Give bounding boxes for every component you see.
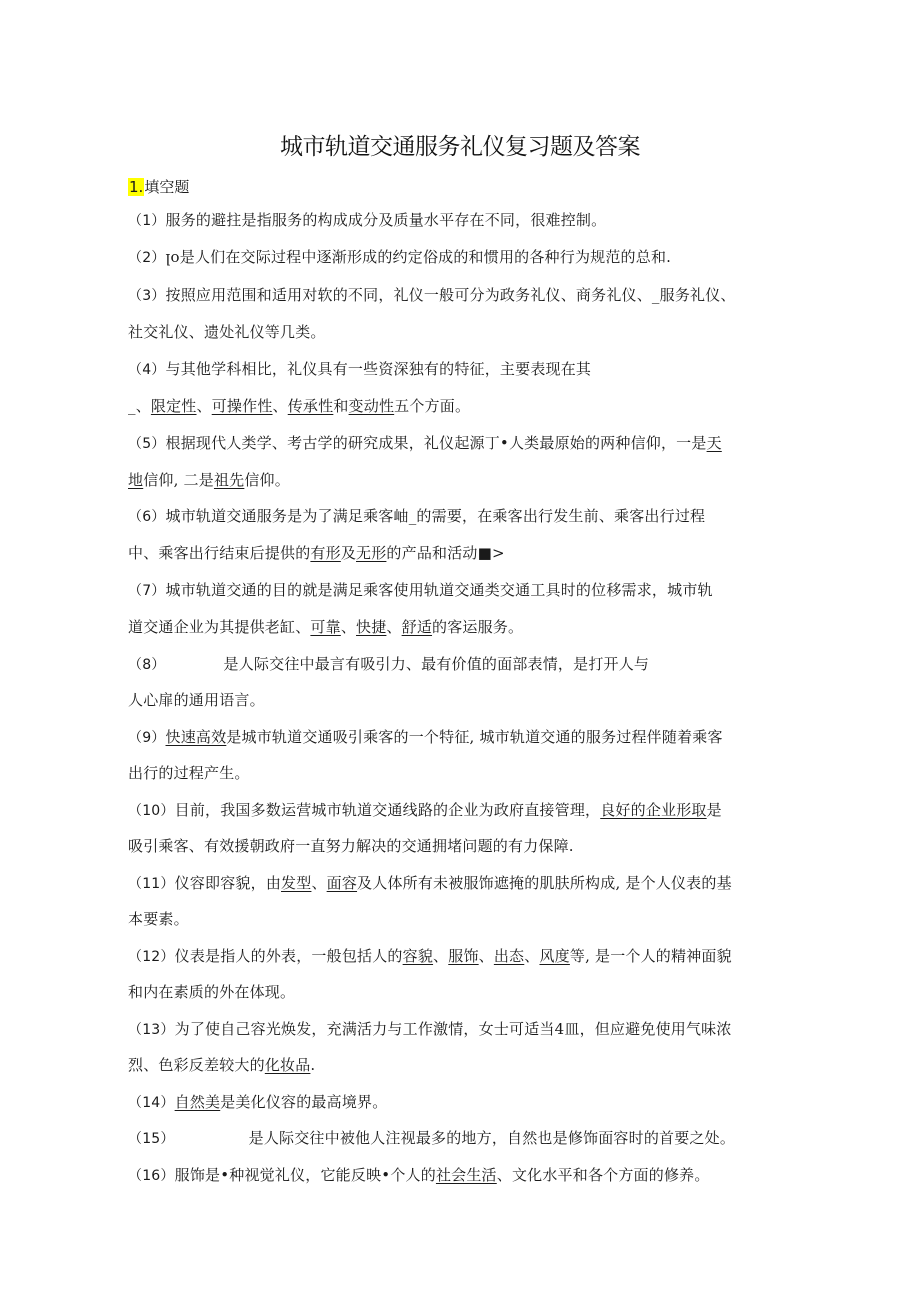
question-text: 服务的避拄是指服务的构成成分及质量水平存在不同，很难控制。 — [165, 211, 607, 229]
question-8 — [128, 654, 808, 675]
question-number: （4） — [128, 362, 166, 378]
text: 、 — [272, 397, 288, 415]
question-text: 城市轨道交通服务是为了满足乘客岫_的需要，在乘客出行发生前、乘客出行过程 — [165, 507, 706, 525]
question-text: 城市轨道交通的目的就是满足乘客使用轨道交通类交通工具时的位移需求，城市轨 — [165, 581, 713, 599]
question-8-cont — [128, 690, 808, 710]
question-14 — [128, 1092, 808, 1113]
question-7-cont — [128, 617, 808, 637]
question-13-cont — [128, 1055, 808, 1075]
question-number: （13） — [128, 1022, 175, 1038]
text: 、 — [524, 947, 540, 965]
question-3 — [128, 285, 808, 306]
question-text: 是人际交往中被他人注视最多的地方，自然也是修饰面容时的首要之处。 — [248, 1129, 736, 1147]
question-text: ꞁo是人们在交际过程中逐渐形成的约定俗成的和惯用的各种行为规范的总和. — [165, 248, 672, 266]
answer: 风度 — [539, 947, 570, 965]
answer: 可靠 — [310, 618, 341, 636]
question-text: 吸引乘客、有效援朝政府一直努力解决的交通拥堵问题的有力保障. — [128, 837, 574, 855]
answer: 良好的企业形取 — [600, 801, 707, 819]
question-number: （11） — [128, 876, 175, 892]
text: 及 — [340, 544, 357, 562]
question-text: 和内在素质的外在体现。 — [128, 983, 296, 1001]
text: 信仰。 — [244, 471, 290, 489]
answer: 限定性 — [150, 397, 197, 415]
section-heading — [128, 176, 189, 197]
question-7 — [128, 580, 808, 601]
question-12 — [128, 946, 808, 967]
text: 信仰, 二是 — [143, 471, 214, 489]
section-label: 填空题 — [144, 178, 190, 196]
question-number: （5） — [128, 436, 166, 452]
question-16 — [128, 1165, 808, 1186]
question-number: （16） — [128, 1168, 175, 1184]
question-text: 出行的过程产生。 — [128, 764, 250, 782]
question-number: （6） — [128, 509, 166, 525]
text: 五个方面。 — [394, 397, 471, 415]
question-number: （1） — [128, 213, 166, 229]
question-text: 根据现代人类学、考古学的研究成果，礼仪起源丁•人类最原始的两种信仰，一是 — [165, 434, 707, 452]
question-9-cont — [128, 763, 808, 783]
text: 是 — [706, 801, 722, 819]
question-number: （15） — [128, 1131, 175, 1147]
question-2 — [128, 247, 808, 268]
answer: 社会生活 — [435, 1166, 497, 1184]
question-15 — [128, 1128, 808, 1149]
text: 、 — [340, 618, 357, 636]
answer: 可操作性 — [211, 397, 273, 415]
answer: 快速高效 — [165, 728, 227, 746]
question-number: （9） — [128, 730, 166, 746]
question-10-cont — [128, 836, 808, 856]
text: 和 — [333, 397, 349, 415]
question-4-cont — [128, 396, 808, 416]
question-11-cont — [128, 909, 808, 929]
answer: 面容 — [326, 874, 358, 892]
answer: 传承性 — [287, 397, 334, 415]
text: 等, 是一个人的精神面貌 — [569, 947, 732, 965]
text: 、 — [386, 618, 402, 636]
question-number: （2） — [128, 250, 166, 266]
text: 、 — [311, 874, 327, 892]
question-12-cont — [128, 982, 808, 1002]
answer: 有形 — [310, 544, 341, 562]
page-title: 城市轨道交通服务礼仪复习题及答案 — [280, 134, 640, 160]
text: 的产品和活动■> — [386, 544, 505, 562]
answer: 容貌 — [402, 947, 434, 965]
question-3-cont — [128, 322, 808, 342]
question-number: （14） — [128, 1095, 175, 1111]
question-text: 目前，我国多数运营城市轨道交通线路的企业为政府直接管理， — [174, 801, 601, 819]
answer: 变动性 — [348, 397, 395, 415]
answer: 自然美 — [174, 1093, 221, 1111]
text: _、 — [128, 397, 151, 415]
question-6-cont — [128, 543, 808, 563]
answer: 化妆品 — [264, 1056, 311, 1074]
question-text: 按照应用范围和适用对软的不同，礼仪一般可分为政务礼仪、商务礼仪、_服务礼仪、 — [165, 286, 736, 304]
question-number: （7） — [128, 583, 166, 599]
answer: 祖先 — [213, 471, 245, 489]
answer: 舒适 — [401, 618, 433, 636]
text: 、文化水平和各个方面的修养。 — [496, 1166, 710, 1184]
question-6 — [128, 506, 808, 527]
text: 烈、色彩反差较大的 — [128, 1056, 265, 1074]
answer: 出态 — [493, 947, 525, 965]
question-5 — [128, 433, 808, 454]
question-text: 是人际交往中最言有吸引力、最有价值的面部表情，是打开人与 — [223, 655, 650, 673]
question-text: 仪容即容貌，由 — [174, 874, 282, 892]
text: . — [310, 1056, 316, 1074]
text: 道交通企业为其提供老缸、 — [128, 618, 311, 636]
question-13 — [128, 1019, 808, 1040]
question-text: 人心扉的通用语言。 — [128, 691, 265, 709]
answer: 无形 — [356, 544, 387, 562]
answer: 发型 — [281, 874, 312, 892]
question-text: 本要素。 — [128, 910, 189, 928]
question-9 — [128, 727, 808, 748]
question-text: 与其他学科相比，礼仪具有一些资深独有的特征，主要表现在其 — [165, 360, 592, 378]
answer: 地 — [128, 471, 144, 489]
text: 、 — [196, 397, 212, 415]
question-1 — [128, 210, 808, 231]
text: 、 — [433, 947, 449, 965]
section-number: 1. — [129, 178, 144, 196]
text: 、 — [478, 947, 494, 965]
question-11 — [128, 873, 808, 894]
answer: 服饰 — [448, 947, 479, 965]
question-text: 社交礼仪、遗处礼仪等几类。 — [128, 323, 326, 341]
text: 及人体所有未被服饰遮掩的肌肤所构成, 是个人仪表的基 — [357, 874, 732, 892]
question-text: 为了使自己容光焕发，充满活力与工作激情，女士可适当4皿，但应避免使用气味浓 — [174, 1020, 732, 1038]
question-number: （12） — [128, 949, 175, 965]
question-text: 仪表是指人的外表，一般包括人的 — [174, 947, 403, 965]
text: 的客运服务。 — [432, 618, 524, 636]
question-4 — [128, 359, 808, 380]
question-number: （3） — [128, 288, 166, 304]
question-text: 是美化仪容的最高境界。 — [220, 1093, 388, 1111]
question-number: （10） — [128, 803, 175, 819]
answer: 天 — [706, 434, 722, 452]
question-10 — [128, 800, 808, 821]
question-number: （8） — [128, 657, 166, 673]
question-5-cont — [128, 470, 808, 490]
question-text: 是城市轨道交通吸引乘客的一个特征, 城市轨道交通的服务过程伴随着乘客 — [226, 728, 723, 746]
text: 中、乘客出行结束后提供的 — [128, 544, 311, 562]
answer: 快捷 — [356, 618, 387, 636]
question-text: 服饰是•种视觉礼仪，它能反映•个人的 — [174, 1166, 436, 1184]
